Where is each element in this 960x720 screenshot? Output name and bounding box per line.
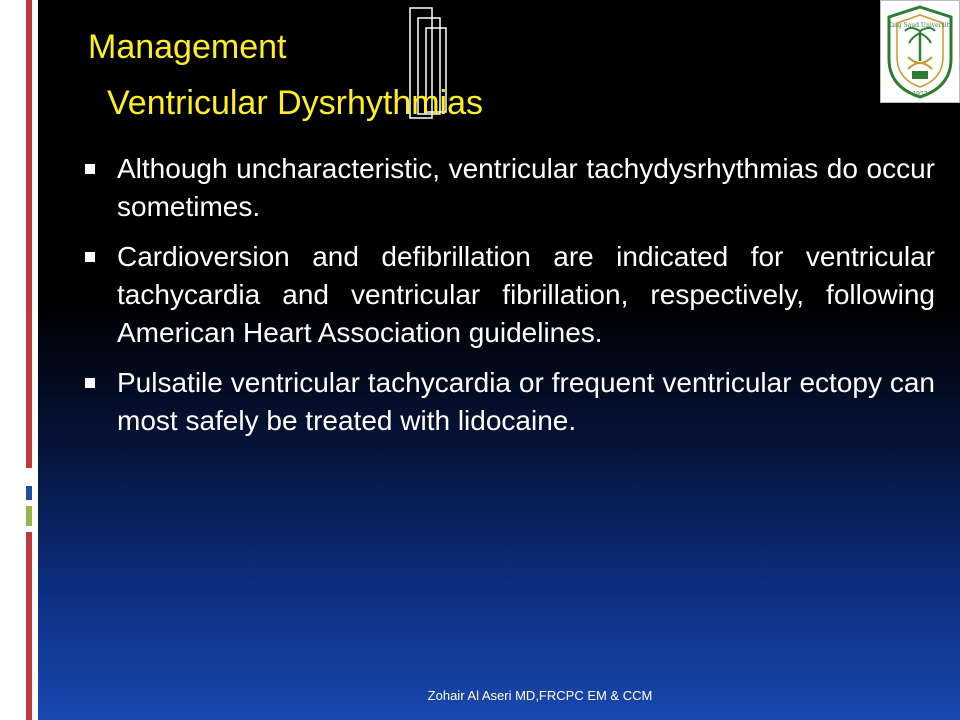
svg-text:1957: 1957 [912,91,928,98]
list-item [80,364,935,440]
bullet-list [80,150,935,452]
slide-subtitle: Ventricular Dysrhythmias [107,84,484,122]
square-bullet-icon [85,252,95,262]
slide-title: Management [88,28,287,66]
strip-bar-red [26,0,32,468]
bullet-text: Cardioversion and defibrillation are indicated for ventricular tachycardia and ventricular fibrillation, respectively, following American Heart Association guidelines. [117,241,935,348]
strip-bar-green [26,506,32,526]
bullet-text: Pulsatile ventricular tachycardia or frequent ventricular ectopy can most safely be treated with lidocaine. [117,367,935,436]
slide-footer: Zohair Al Aseri MD,FRCPC EM & CCM [427,688,653,703]
square-bullet-icon [85,378,95,388]
list-item [80,238,935,352]
svg-text:King Saud University: King Saud University [887,22,953,29]
ksu-emblem-icon [881,1,959,102]
list-item [80,150,935,226]
left-accent-strip [0,0,38,720]
bullet-text: Although uncharacteristic, ventricular tachydysrhythmias do occur sometimes. [117,153,935,222]
square-bullet-icon [85,164,95,174]
university-logo [880,0,960,103]
strip-bar-blue [26,486,32,500]
